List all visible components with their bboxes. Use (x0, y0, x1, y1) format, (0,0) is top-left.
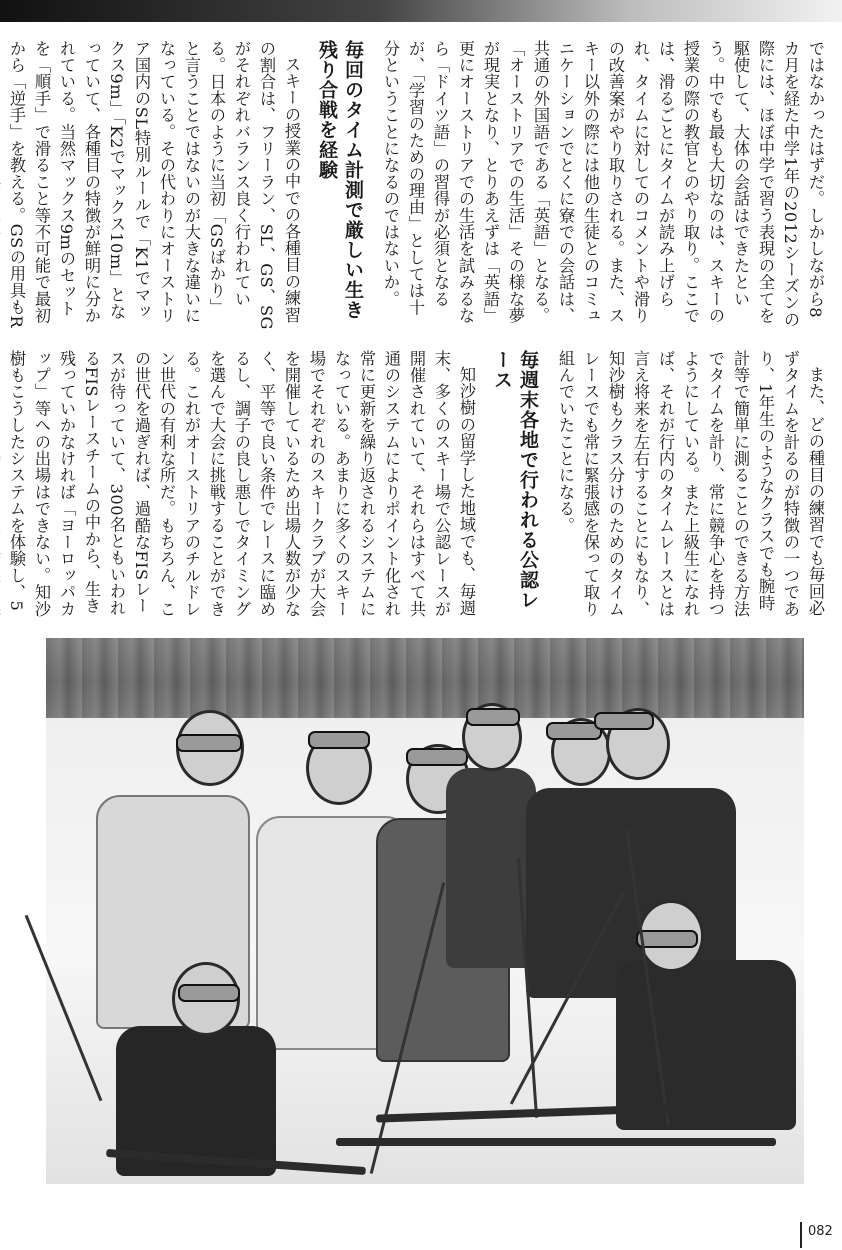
section-heading: 毎回のタイム計測で厳しい生き残り合戦を経験 (316, 40, 364, 320)
skis (336, 1138, 776, 1146)
page-number-rule (800, 1222, 802, 1248)
article-paragraph: 知沙樹の留学した地域でも、毎週末、多くのスキー場で公認レースが開催されていて、それらはすべて共通のシステムによりポイント化され常に更新を繰り返されるシステムになっている。あまりに多くのスキー場でそれぞれのスキークラブが大会を開催しているため出場人数が少なく、平等で良い条件でレースに臨めるし、調子の良し悪しでタイミングを選んで大会に挑戦することができる。これがオーストリアのチルドレン世代の有利な所だ。もちろん、この世代を過ぎれば、過酷なFISレースが待っていて、300名ともいわれるFISレースチームの中から、生き残っていかなければ「ヨーロッパカップ」等への出場はできない。知沙樹もこうしたシステムを体験し、5 (7, 350, 476, 618)
page-number: 082 (808, 1224, 833, 1239)
lower-text-column (7, 350, 828, 625)
team-photo (46, 638, 804, 1184)
article-paragraph: また、どの種目の練習でも毎回必ずタイムを計るのが特徴の一つであり、1年生のようなクラスでも腕時計等で簡単に測ることのできる方法でタイムを計り、常に競争心を持つようにしている。また上級生になれば、それが行内のタイムレースとは言え将来を左右することにもなり、知沙樹もクラス分けのためのタイムレースでも常に緊張感を保って取り組んでいたことになる。 (556, 350, 825, 618)
article-paragraph: ではなかったはずだ。しかしながら8カ月を経た中学1年の2012シーズンの際には、ほぼ中学で習う表現の全てを駆使して、大体の会話はできたという。中でも最も大切なのは、スキーの授業の際の教官とのやり取り。ここでは、滑るごとにタイムが読み上げられ、タイムに対してのコメントや滑りの改善案がやり取りされる。また、スキー以外の際には他の生徒とのコミュニケーションでとくに寮での会話は、共通の外国語である「英語」となる。「オーストリアでの生活」その様な夢が現実となり、とりあえずは「英語」更にオーストリアでの生活を試みるなら「ドイツ語」の習得が必須となるが、「学習のための理由」としては十分ということになるのではないか。 (381, 40, 825, 328)
article-paragraph: スキーの授業の中での各種目の練習の割合は、フリーラン、SL、GS、SGがそれぞれバランス良く行われている。日本のように当初「GSばかり」と言うことではないのが大きな違いになっている。その代わりにオーストリア国内のSL特別ルールで「K1でマックス9m」「K2でマックス10m」となっていて、各種目の特徴が鮮明に分かれている。当然マックス9mのセットを「順手」で滑ること等不可能で最初から「逆手」を教える。GSの用具もR (7, 40, 301, 330)
upper-text-column (7, 40, 828, 330)
page-header-gradient-bar (0, 0, 842, 22)
section-heading: 毎週末各地で行われる公認レース (491, 350, 539, 610)
skier-figure (116, 956, 276, 1176)
